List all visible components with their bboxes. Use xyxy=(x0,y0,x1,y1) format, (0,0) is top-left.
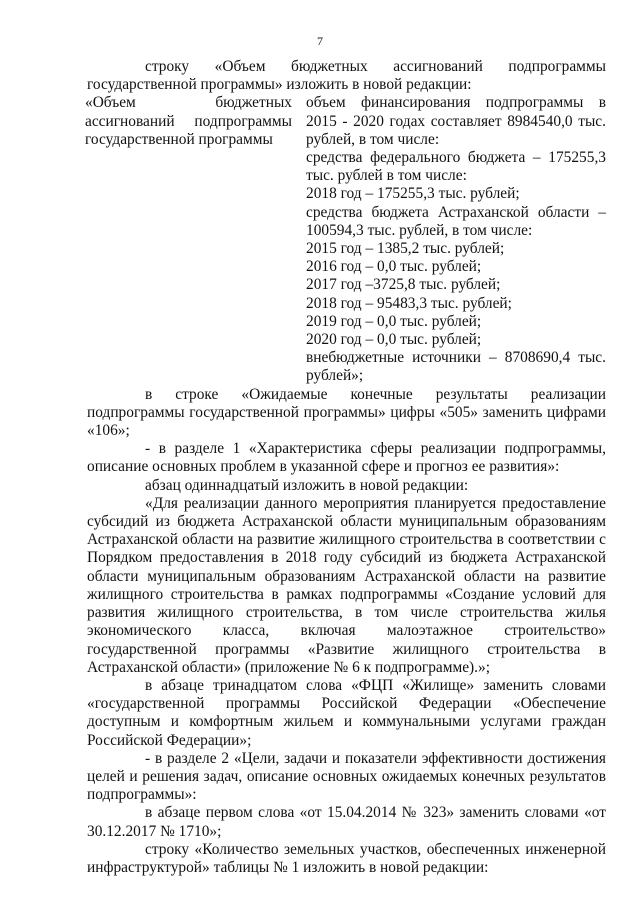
paragraph: «Для реализации данного мероприятия планируется предоставление субсидий из бюджета Астраханской области муниципальным образованиям Астраханской области на развитие жилищного строительства в соответствии с Порядком предоставления в 2018 году субсидий из бюджета Астраханской области муниципальным образованиям Астраханской области на развитие жилищного строительства в рамках подпрограммы «Создание условий для развития жилищного строительства, в том числе строительства жилья экономического класса, включая малоэтажное строительство» государственной программы «Развитие жилищного строительства в Астраханской области» (приложение № 6 к подпрограмме).»; xyxy=(87,494,606,676)
paragraph: - в разделе 2 «Цели, задачи и показатели эффективности достижения целей и решения задач, описание основных ожидаемых конечных результатов подпрограммы»: xyxy=(87,749,606,804)
table-value-line: средства федерального бюджета – 175255,3 тыс. рублей в том числе: xyxy=(306,149,606,185)
paragraph: строку «Количество земельных участков, обеспеченных инженерной инфраструктурой» таблицы № 1 изложить в новой редакции: xyxy=(87,840,606,876)
table-value-line: 2016 год – 0,0 тыс. рублей; xyxy=(306,258,482,276)
table-value-line: 2018 год – 175255,3 тыс. рублей; xyxy=(306,185,520,203)
table-value-line: внебюджетные источники – 8708690,4 тыс. рублей»; xyxy=(306,349,606,385)
page-number: 7 xyxy=(317,34,323,48)
table-value-cell xyxy=(306,94,606,385)
table-value-line: 2020 год – 0,0 тыс. рублей; xyxy=(306,331,482,349)
table-value-line: объем финансирования подпрограммы в 2015 - 2020 годах составляет 8984540,0 тыс. рублей, в том числе: xyxy=(306,94,606,148)
paragraph: в абзаце первом слова «от 15.04.2014 № 323» заменить словами «от 30.12.2017 № 1710»; xyxy=(87,804,606,840)
paragraph: абзац одиннадцатый изложить в новой редакции: xyxy=(145,476,469,494)
paragraph: в строке «Ожидаемые конечные результаты реализации подпрограммы государственной программы» цифры «505» заменить цифрами «106»; xyxy=(87,385,606,440)
document-body xyxy=(87,58,606,877)
paragraph: строку «Объем бюджетных ассигнований подпрограммы государственной программы» изложить в новой редакции: xyxy=(87,58,606,94)
table-label-cell: «Объем бюджетных ассигнований подпрограммы государственной программы xyxy=(85,94,292,148)
budget-table xyxy=(85,94,606,385)
table-value-line: 2018 год – 95483,3 тыс. рублей; xyxy=(306,294,512,312)
paragraph: в абзаце тринадцатом слова «ФЦП «Жилище» заменить словами «государственной программы Российской Федерации «Обеспечение доступным и комфортным жильем и коммунальными услугами граждан Российской Федерации»; xyxy=(87,676,606,749)
table-value-line: 2019 год – 0,0 тыс. рублей; xyxy=(306,312,482,330)
table-value-line: 2017 год –3725,8 тыс. рублей; xyxy=(306,276,501,294)
table-value-line: 2015 год – 1385,2 тыс. рублей; xyxy=(306,240,505,258)
paragraph: - в разделе 1 «Характеристика сферы реализации подпрограммы, описание основных проблем в указанной сфере и прогноз ее развития»: xyxy=(87,440,606,476)
table-value-line: средства бюджета Астраханской области – 100594,3 тыс. рублей, в том числе: xyxy=(306,203,606,239)
